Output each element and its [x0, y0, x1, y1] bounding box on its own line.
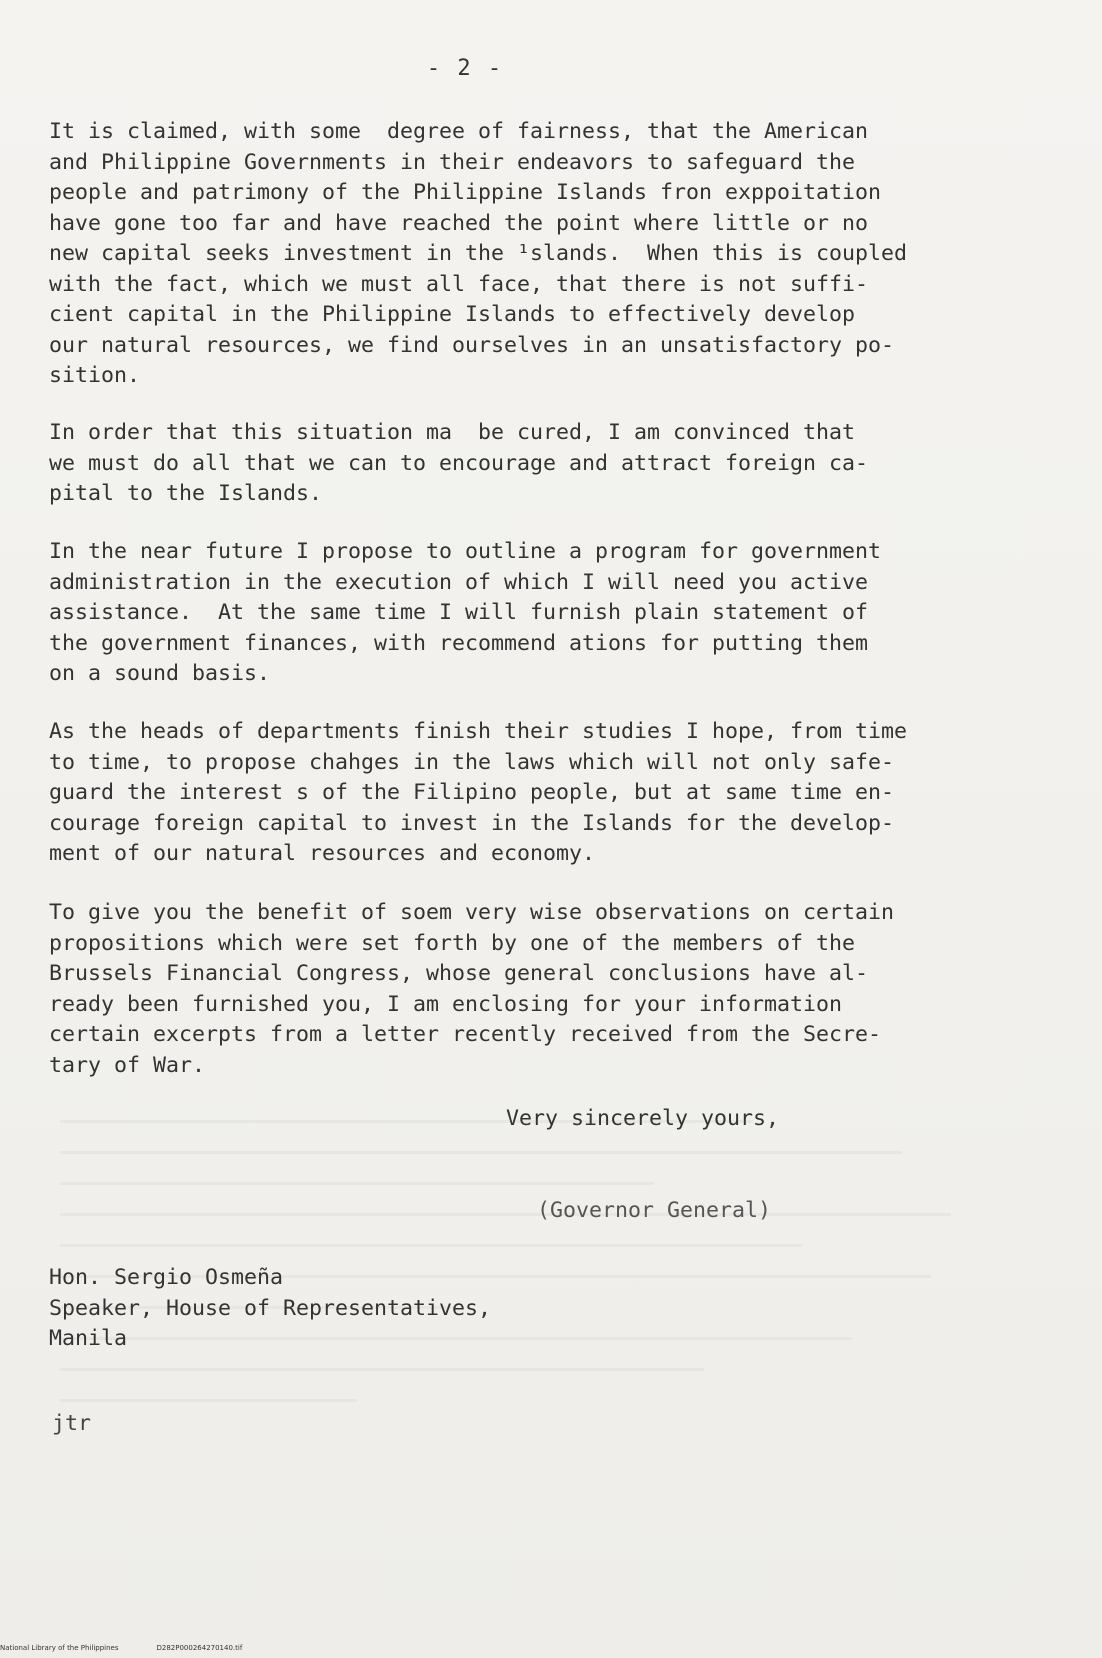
- bleed-through-texture: [60, 1120, 1050, 1620]
- signature-title: (Governor General): [537, 1198, 772, 1223]
- typist-initials: jtr: [52, 1411, 92, 1436]
- paragraph-2: In order that this situation ma be cured, I am convinced that we must do all that we can to encourage and attract foreign ca- pital to the Islands.: [49, 420, 869, 506]
- paragraph-5: To give you the benefit of soem very wise observations on certain propositions which were set forth by one of the members of the Brussels Financial Congress, whose general conclusions have al- ready been furnished you, I am enclosing for your information certain excerpts from a letter recently received from the Secre- tary of War.: [49, 900, 895, 1078]
- footer-file-id: D282P000264270140.tif: [156, 1644, 243, 1652]
- archive-footer: [0, 1644, 280, 1652]
- closing-salutation: Very sincerely yours,: [506, 1106, 780, 1131]
- paragraph-4: As the heads of departments finish their studies I hope, from time to time, to propose chahges in the laws which will not only safe- guard the interest s of the Filipino people, but at same time en- courage foreign capital to invest in the Islands for the develop- ment of our natural resources and economy.: [49, 719, 908, 866]
- page-number: - 2 -: [426, 56, 504, 81]
- footer-library: National Library of the Philippines: [0, 1644, 119, 1652]
- recipient-address: Hon. Sergio Osmeña Speaker, House of Representatives, Manila: [49, 1265, 492, 1351]
- paragraph-3: In the near future I propose to outline a program for government administration in the execution of which I will need you active assistance. At the same time I will furnish plain statement of the government finances, with recommend ations for putting them on a sound basis.: [49, 539, 882, 686]
- paragraph-1: It is claimed, with some degree of fairness, that the American and Philippine Governments in their endeavors to safeguard the people and patrimony of the Philippine Islands fron exppoitation have gone too far and have reached the point where little or no new capital seeks investment in the ¹slands. When this is coupled with the fact, which we must all face, that there is not suffi- cient capital in the Philippine Islands to effectively develop our natural resources, we find ourselves in an unsatisfactory po- sition.: [49, 119, 908, 388]
